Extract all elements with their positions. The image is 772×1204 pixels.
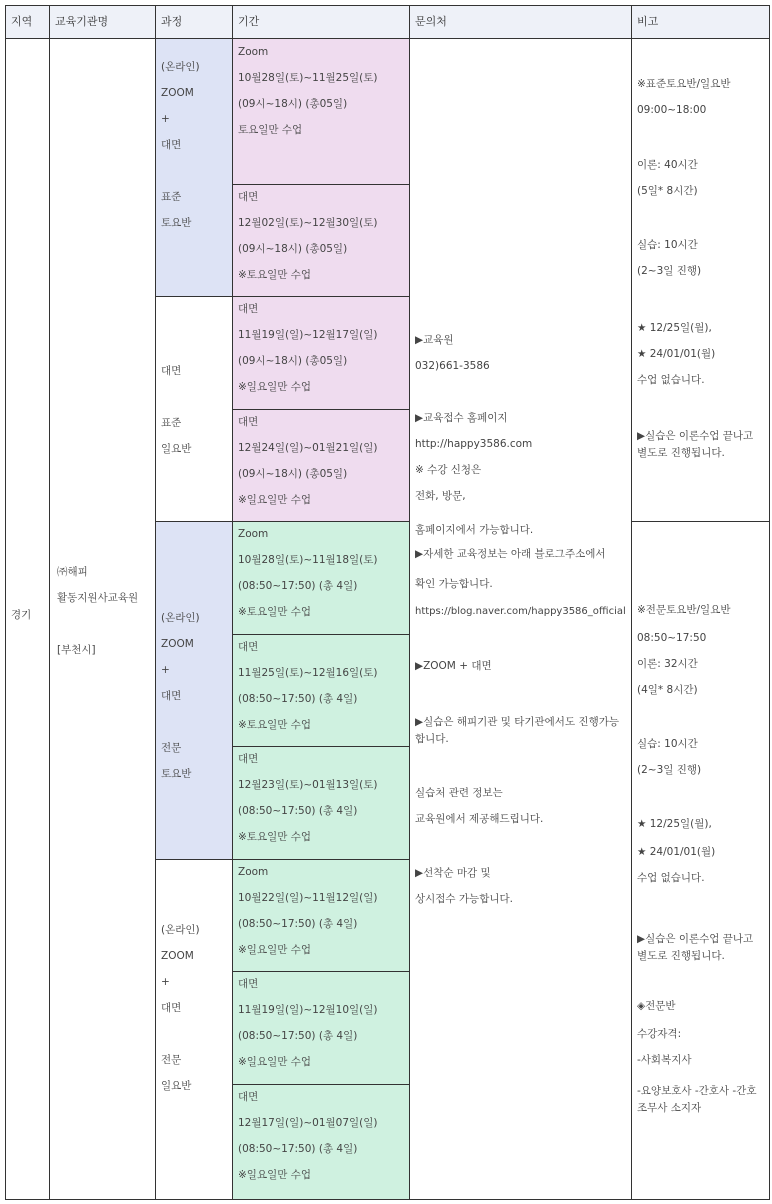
table-border-left: [5, 5, 6, 1200]
column-divider: [409, 5, 410, 1200]
course-line: [161, 709, 200, 735]
period-cell: [232, 521, 409, 634]
row-divider: [155, 521, 409, 522]
period-line: 10월28일(토)~11월18일(토): [238, 554, 378, 566]
course-line: ZOOM: [161, 87, 194, 99]
row-divider: [232, 409, 409, 410]
period-line: 대면: [238, 191, 259, 203]
period-line: 12월24일(일)~01월21일(일): [238, 442, 378, 454]
note-line: 수업 없습니다.: [637, 872, 705, 884]
row-divider: [155, 859, 409, 860]
period-line: (09시~18시) (총05일): [238, 468, 348, 480]
period-line: ※일요일만 수업: [238, 1169, 311, 1181]
note-line: (5일* 8시간): [637, 185, 698, 197]
note-line: (2~3일 진행): [637, 265, 702, 277]
period-line: 12월17일(일)~01월07일(일): [238, 1117, 378, 1129]
period-line: ※일요일만 수업: [238, 381, 311, 393]
course-line: (온라인): [161, 612, 200, 624]
contact-cell: [409, 39, 631, 1200]
period-line: ※일요일만 수업: [238, 1056, 311, 1068]
course-line: 대면: [161, 1002, 182, 1014]
note-line: (2~3일 진행): [637, 764, 702, 776]
course-cell-standard-saturday: [155, 39, 232, 296]
row-divider: [232, 746, 409, 747]
period-cell: [232, 296, 409, 409]
note-line: -사회복지사: [637, 1054, 692, 1066]
course-line: 일요반: [161, 443, 192, 455]
institution-line: [57, 611, 138, 637]
course-line: +: [161, 664, 170, 676]
table-border-right: [769, 5, 770, 1200]
homepage-link[interactable]: http://happy3586.com: [415, 438, 533, 450]
course-line: 일요반: [161, 1080, 192, 1092]
contact-line: 실습처 관련 정보는: [415, 787, 503, 799]
note-line: ※전문토요반/일요반: [637, 604, 731, 616]
course-line: (온라인): [161, 61, 200, 73]
contact-line: ※ 수강 신청은: [415, 464, 482, 476]
period-line: ※토요일만 수업: [238, 269, 311, 281]
header-institution: 교육기관명: [49, 5, 155, 39]
note-line: 09:00~18:00: [637, 104, 707, 116]
course-line: 전문: [161, 742, 182, 754]
institution-line: [부천시]: [57, 644, 96, 656]
notes-standard-cell: [631, 39, 770, 521]
period-line: (08:50~17:50) (총 4일): [238, 805, 358, 817]
contact-line: 교육원에서 제공해드립니다.: [415, 813, 544, 825]
note-line: 실습: 10시간: [637, 239, 698, 251]
period-line: (08:50~17:50) (총 4일): [238, 1143, 358, 1155]
period-line: 11월25일(토)~12월16일(토): [238, 667, 378, 679]
region-cell: [5, 39, 49, 1200]
period-line: ※일요일만 수업: [238, 494, 311, 506]
period-line: Zoom: [238, 866, 269, 878]
period-line: 대면: [238, 416, 259, 428]
course-line: +: [161, 113, 170, 125]
course-line: 표준: [161, 417, 182, 429]
contact-line: ▶선착순 마감 및: [415, 867, 491, 879]
table-border-top: [5, 5, 770, 6]
institution-line: ㈜해피: [57, 566, 88, 578]
region-text: 경기: [11, 609, 32, 621]
notes-expert-cell: [631, 521, 770, 1200]
period-line: 12월02일(토)~12월30일(토): [238, 217, 378, 229]
contact-line: ▶교육원: [415, 334, 454, 346]
row-divider: [232, 1084, 409, 1085]
header-contact: 문의처: [409, 5, 631, 39]
period-line: 12월23일(토)~01월13일(토): [238, 779, 378, 791]
blog-link[interactable]: https://blog.naver.com/happy3586_official: [415, 606, 626, 617]
period-cell: [232, 184, 409, 296]
course-line: (온라인): [161, 924, 200, 936]
period-line: 대면: [238, 753, 259, 765]
period-line: (09시~18시) (총05일): [238, 355, 348, 367]
note-line: 수강자격:: [637, 1028, 682, 1040]
period-line: 11월19일(일)~12월10일(일): [238, 1004, 378, 1016]
period-line: (08:50~17:50) (총 4일): [238, 918, 358, 930]
note-line: 수업 없습니다.: [637, 374, 705, 386]
header-period: 기간: [232, 5, 409, 39]
note-line: 08:50~17:50: [637, 632, 707, 644]
note-line: ▶실습은 이론수업 끝나고 별도로 진행됩니다.: [637, 933, 754, 962]
contact-line: ▶교육접수 홈페이지: [415, 412, 508, 424]
course-line: [161, 384, 191, 410]
period-line: (08:50~17:50) (총 4일): [238, 580, 358, 592]
period-line: ※토요일만 수업: [238, 831, 311, 843]
period-line: (09시~18시) (총05일): [238, 243, 348, 255]
column-divider: [155, 5, 156, 1200]
note-line: ▶실습은 이론수업 끝나고 별도로 진행됩니다.: [637, 430, 754, 459]
course-cell-expert-saturday: [155, 521, 232, 859]
period-line: 대면: [238, 1091, 259, 1103]
period-line: 10월28일(토)~11월25일(토): [238, 72, 378, 84]
row-divider: [232, 184, 409, 185]
contact-line: ▶자세한 교육정보는 아래 블로그주소에서: [415, 548, 606, 560]
period-line: Zoom: [238, 46, 269, 58]
period-line: (09시~18시) (총05일): [238, 98, 348, 110]
contact-line: 홈페이지에서 가능합니다.: [415, 524, 534, 536]
period-cell: [232, 971, 409, 1084]
note-line: (4일* 8시간): [637, 684, 698, 696]
header-region: 지역: [5, 5, 49, 39]
contact-line: ▶실습은 해피기관 및 타기관에서도 진행가능합니다.: [415, 716, 619, 745]
course-line: 대면: [161, 690, 182, 702]
period-cell: [232, 746, 409, 859]
period-line: 토요일만 수업: [238, 124, 303, 136]
column-divider: [49, 5, 50, 1200]
course-line: 토요반: [161, 768, 192, 780]
course-cell-standard-sunday: [155, 296, 232, 521]
note-line: ★ 12/25일(월),: [637, 818, 712, 830]
institution-line: 활동지원사교육원: [57, 592, 139, 604]
period-cell: [232, 859, 409, 971]
header-course: 과정: [155, 5, 232, 39]
course-line: 전문: [161, 1054, 182, 1066]
course-line: 표준: [161, 191, 182, 203]
period-line: 10월22일(일)~11월12일(일): [238, 892, 378, 904]
period-line: (08:50~17:50) (총 4일): [238, 1030, 358, 1042]
course-line: 토요반: [161, 217, 192, 229]
course-line: +: [161, 976, 170, 988]
period-cell: [232, 1084, 409, 1200]
note-line: -요양보호사 -간호사 -간호조무사 소지자: [637, 1085, 757, 1114]
course-line: 대면: [161, 139, 182, 151]
period-line: ※토요일만 수업: [238, 719, 311, 731]
table-border-bottom: [5, 1199, 770, 1200]
contact-line: ▶ZOOM + 대면: [415, 660, 492, 672]
note-line: ◈전문반: [637, 1000, 676, 1012]
course-cell-expert-sunday: [155, 859, 232, 1200]
note-line: ★ 12/25일(월),: [637, 322, 712, 334]
row-divider: [631, 521, 770, 522]
note-line: 이론: 40시간: [637, 159, 698, 171]
contact-line: 확인 가능합니다.: [415, 578, 493, 590]
note-line: ★ 24/01/01(월): [637, 348, 716, 360]
period-line: Zoom: [238, 528, 269, 540]
period-line: 대면: [238, 641, 259, 653]
note-line: ※표준토요반/일요반: [637, 78, 731, 90]
note-line: ★ 24/01/01(월): [637, 846, 716, 858]
row-divider: [232, 971, 409, 972]
period-line: 대면: [238, 303, 259, 315]
course-line: 대면: [161, 365, 182, 377]
course-line: ZOOM: [161, 638, 194, 650]
row-divider: [155, 296, 409, 297]
period-line: ※일요일만 수업: [238, 944, 311, 956]
course-line: [161, 158, 200, 184]
period-cell: [232, 634, 409, 746]
period-line: 대면: [238, 978, 259, 990]
course-schedule-table: [5, 5, 770, 1200]
course-line: [161, 1021, 200, 1047]
course-line: ZOOM: [161, 950, 194, 962]
contact-line: 상시접수 가능합니다.: [415, 893, 513, 905]
contact-line: 전화, 방문,: [415, 490, 466, 502]
note-line: 실습: 10시간: [637, 738, 698, 750]
period-line: 11월19일(일)~12월17일(일): [238, 329, 378, 341]
header-notes: 비고: [631, 5, 770, 39]
row-divider: [232, 634, 409, 635]
column-divider: [631, 5, 632, 1200]
period-line: ※토요일만 수업: [238, 606, 311, 618]
period-cell: [232, 39, 409, 184]
institution-cell: [49, 39, 155, 1200]
period-cell: [232, 409, 409, 521]
contact-line: 032)661-3586: [415, 360, 490, 372]
period-line: (08:50~17:50) (총 4일): [238, 693, 358, 705]
note-line: 이론: 32시간: [637, 658, 698, 670]
